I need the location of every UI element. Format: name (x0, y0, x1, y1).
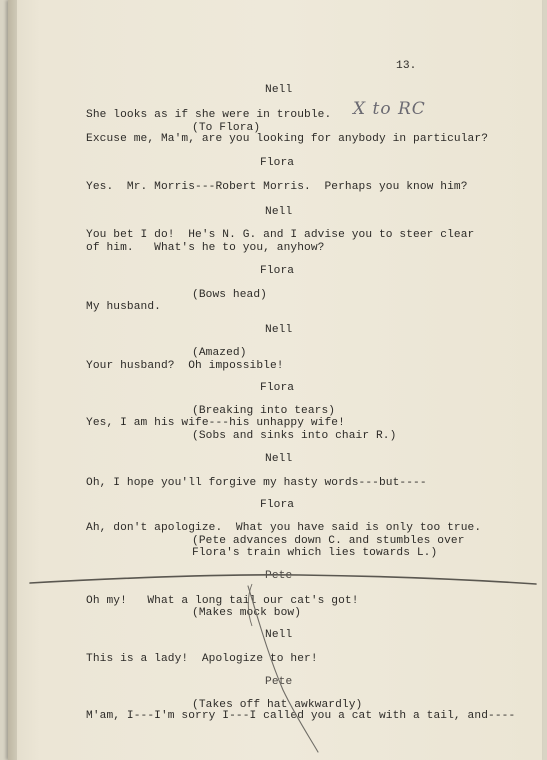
dialogue-line: Excuse me, Ma'm, are you looking for anybody in particular? (86, 133, 489, 145)
stage-direction: (Makes mock bow) (192, 607, 302, 619)
page-binding-edge (8, 0, 17, 760)
stage-direction: (Sobs and sinks into chair R.) (192, 430, 397, 442)
speaker-flora: Flora (260, 382, 295, 394)
dialogue-line: Ah, don't apologize. What you have said is only too true. (86, 522, 482, 534)
speaker-flora: Flora (260, 157, 295, 169)
speaker-nell: Nell (265, 453, 293, 465)
dialogue-line: Oh my! What a long tail our cat's got! (86, 595, 359, 607)
dialogue-line: M'am, I---I'm sorry I---I called you a cat with a tail, and---- (86, 710, 516, 722)
speaker-nell: Nell (265, 629, 293, 641)
dialogue-line: Oh, I hope you'll forgive my hasty words---but---- (86, 477, 427, 489)
dialogue-line: of him. What's he to you, anyhow? (86, 242, 325, 254)
speaker-pete: Pete (265, 676, 293, 688)
dialogue-line: She looks as if she were in trouble. (86, 109, 332, 121)
dialogue-line: You bet I do! He's N. G. and I advise you to steer clear (86, 229, 475, 241)
speaker-flora: Flora (260, 265, 295, 277)
speaker-nell: Nell (265, 206, 293, 218)
stage-direction: (To Flora) (192, 122, 261, 134)
stage-direction: (Takes off hat awkwardly) (192, 699, 363, 711)
dialogue-line: My husband. (86, 301, 161, 313)
dialogue-line: Your husband? Oh impossible! (86, 360, 284, 372)
stage-direction: (Bows head) (192, 289, 267, 301)
page-number: 13. (396, 60, 417, 72)
speaker-flora: Flora (260, 499, 295, 511)
stage-direction: (Breaking into tears) (192, 405, 336, 417)
speaker-nell: Nell (265, 84, 293, 96)
speaker-nell: Nell (265, 324, 293, 336)
dialogue-line: Yes. Mr. Morris---Robert Morris. Perhaps you know him? (86, 181, 468, 193)
dialogue-line: This is a lady! Apologize to her! (86, 653, 318, 665)
dialogue-line: Yes, I am his wife---his unhappy wife! (86, 417, 345, 429)
stage-direction: Flora's train which lies towards L.) (192, 547, 438, 559)
stage-direction: (Amazed) (192, 347, 247, 359)
stage-direction: (Pete advances down C. and stumbles over (192, 535, 465, 547)
handwritten-annotation: X to RC (353, 99, 426, 119)
speaker-pete: Pete (265, 570, 293, 582)
